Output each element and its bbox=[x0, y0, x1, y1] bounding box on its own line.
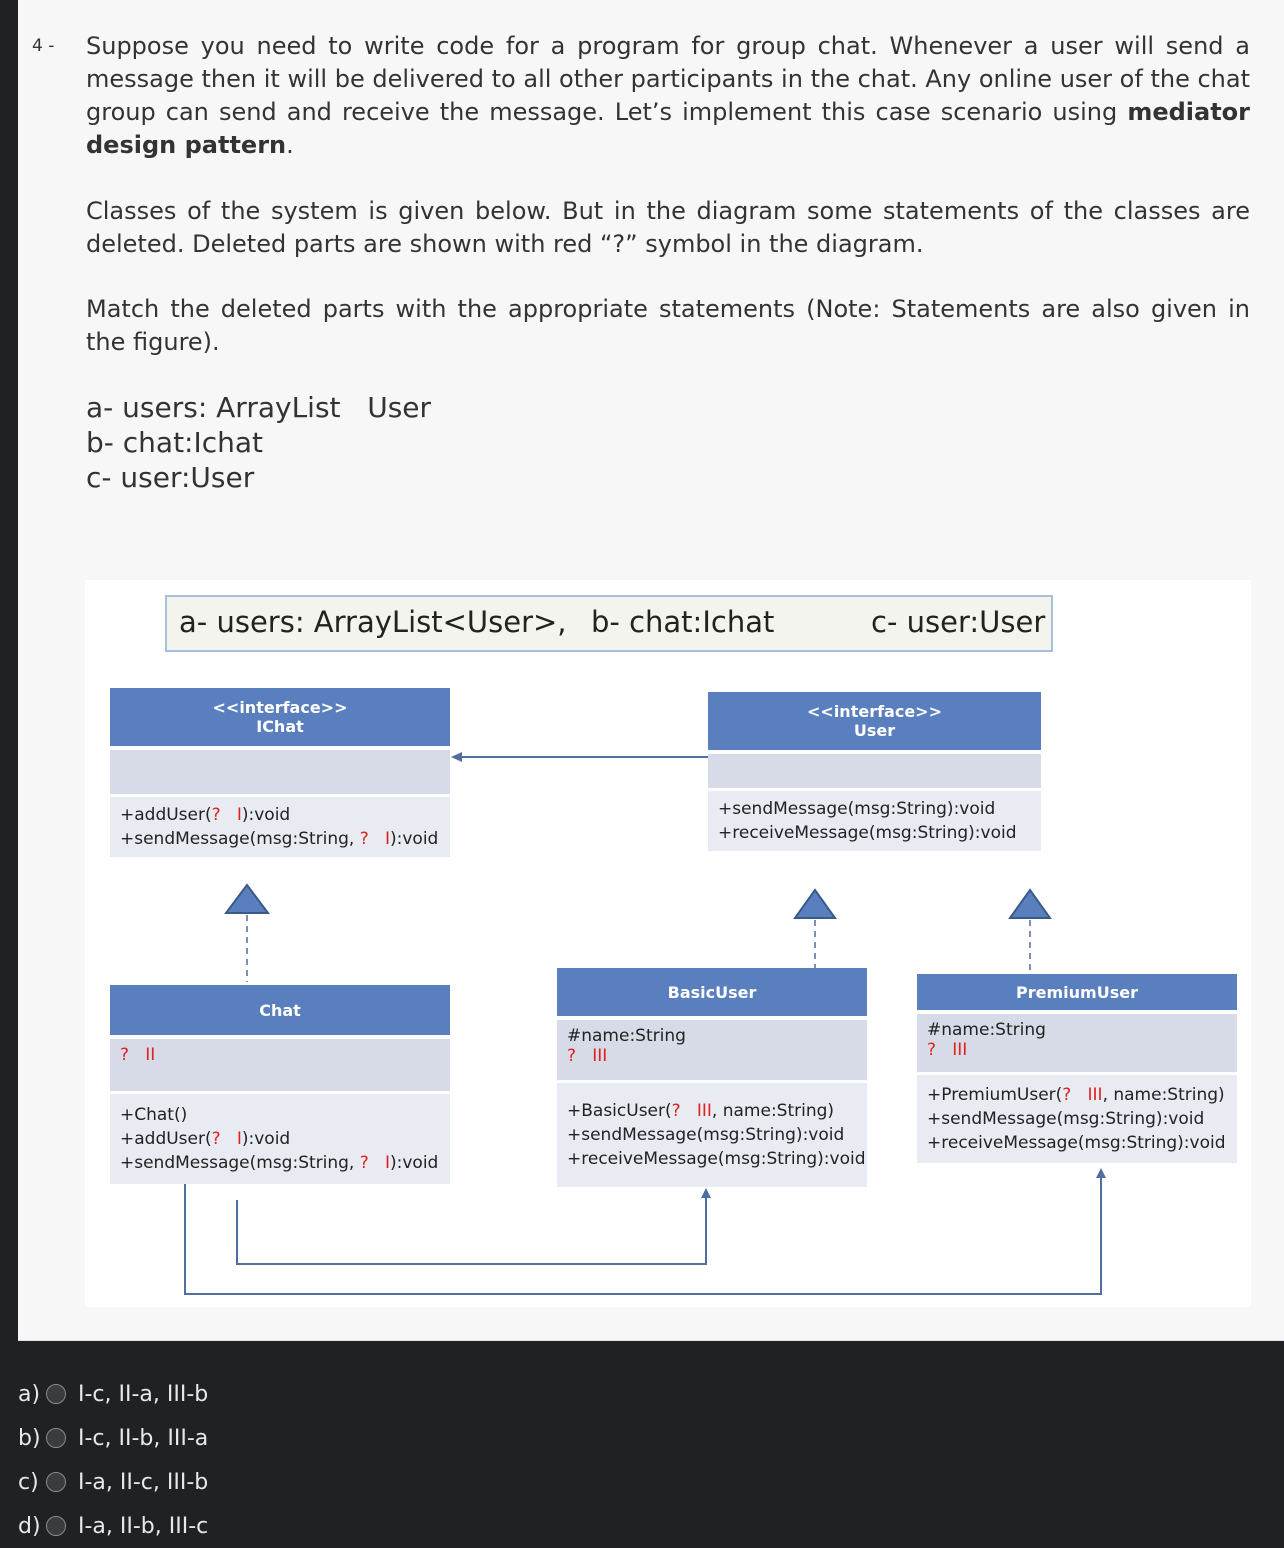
premiumuser-op-send: +sendMessage(msg:String):void bbox=[927, 1109, 1205, 1129]
premiumuser-realization-triangle bbox=[1010, 890, 1050, 918]
option-text[interactable]: I-c, II-a, III-b bbox=[78, 1381, 209, 1407]
option-d[interactable] bbox=[18, 1504, 208, 1548]
ichat-attributes bbox=[110, 750, 450, 794]
statement-list bbox=[86, 390, 431, 495]
basicuser-op-receive: +receiveMessage(msg:String):void bbox=[567, 1149, 866, 1169]
chat-op-constructor: +Chat() bbox=[120, 1105, 188, 1125]
basicuser-link-arrowhead bbox=[701, 1188, 711, 1198]
basicuser-attr-deleted: ? III bbox=[567, 1046, 608, 1066]
question-paragraph-2: Classes of the system is given below. But in the diagram some statements of the classes are deleted. Deleted parts are shown with red “?” symbol in the diagram. bbox=[86, 197, 1250, 258]
basicuser-attr-name: #name:String bbox=[567, 1026, 686, 1046]
premiumuser-operations bbox=[917, 1075, 1237, 1163]
premiumuser-header bbox=[917, 974, 1237, 1010]
option-letter: d) bbox=[18, 1513, 41, 1539]
option-d-radio[interactable] bbox=[46, 1516, 66, 1536]
option-text[interactable]: I-a, II-b, III-c bbox=[78, 1513, 209, 1539]
chat-header bbox=[110, 985, 450, 1035]
option-a-radio[interactable] bbox=[46, 1384, 66, 1404]
basicuser-realization-triangle bbox=[795, 890, 835, 918]
statement-b: b- chat:Ichat bbox=[86, 426, 264, 459]
premiumuser-link-arrowhead bbox=[1096, 1168, 1106, 1178]
legend-a: a- users: ArrayList<User>, bbox=[179, 605, 567, 639]
option-b[interactable] bbox=[18, 1416, 208, 1460]
basicuser-attributes bbox=[557, 1020, 867, 1080]
class-basicuser bbox=[557, 968, 867, 1187]
basicuser-op-constructor: +BasicUser(? III, name:String) bbox=[567, 1101, 835, 1121]
chat-to-basicuser-link bbox=[237, 1196, 706, 1264]
premiumuser-op-receive: +receiveMessage(msg:String):void bbox=[927, 1133, 1226, 1153]
user-attributes bbox=[708, 754, 1041, 788]
class-premiumuser bbox=[917, 974, 1237, 1163]
option-text[interactable]: I-a, II-c, III-b bbox=[78, 1469, 209, 1495]
option-letter: a) bbox=[18, 1381, 41, 1407]
basicuser-header bbox=[557, 968, 867, 1016]
premiumuser-name: PremiumUser bbox=[1016, 982, 1138, 1002]
chat-attr-deleted: ? II bbox=[120, 1045, 156, 1065]
legend-b: b- chat:Ichat bbox=[591, 605, 775, 639]
chat-op-adduser: +addUser(? I):void bbox=[120, 1129, 291, 1149]
class-ichat bbox=[110, 688, 450, 857]
class-user bbox=[708, 692, 1041, 851]
ichat-op-adduser: +addUser(? I):void bbox=[120, 805, 291, 825]
option-a[interactable] bbox=[18, 1372, 208, 1416]
user-op-2: +receiveMessage(msg:String):void bbox=[718, 823, 1017, 843]
question-paragraph-3: Match the deleted parts with the appropriate statements (Note: Statements are also given in the figure). bbox=[86, 295, 1250, 356]
chat-attributes bbox=[110, 1039, 450, 1091]
chat-to-premiumuser-link bbox=[185, 1176, 1101, 1294]
statement-a: a- users: ArrayList User bbox=[86, 391, 432, 424]
option-c[interactable] bbox=[18, 1460, 208, 1504]
premiumuser-attr-deleted: ? III bbox=[927, 1040, 968, 1060]
ichat-name: IChat bbox=[256, 717, 304, 736]
option-letter: b) bbox=[18, 1425, 41, 1451]
question-paragraph-1: Suppose you need to write code for a program for group chat. Whenever a user will send a message then it will be delivered to all other participants in the chat. Any online user of the chat group can send and receive the message. Let’s implement this case scenario using mediator design pattern. bbox=[86, 32, 1250, 159]
basicuser-operations bbox=[557, 1083, 867, 1187]
option-letter: c) bbox=[18, 1469, 39, 1495]
pattern-name: mediator design pattern bbox=[86, 98, 1250, 159]
user-header: <<interface>> User bbox=[708, 692, 1041, 750]
ichat-op-sendmessage: +sendMessage(msg:String, ? I):void bbox=[120, 829, 439, 849]
chat-name: Chat bbox=[259, 1000, 301, 1020]
basicuser-name: BasicUser bbox=[667, 982, 757, 1002]
user-op-1: +sendMessage(msg:String):void bbox=[718, 799, 996, 819]
premiumuser-attr-name: #name:String bbox=[927, 1020, 1046, 1040]
class-chat bbox=[110, 985, 450, 1184]
user-name: User bbox=[853, 721, 896, 740]
answer-options bbox=[18, 1372, 208, 1548]
chat-op-sendmessage: +sendMessage(msg:String, ? I):void bbox=[120, 1153, 439, 1173]
option-text[interactable]: I-c, II-b, III-a bbox=[78, 1425, 209, 1451]
premiumuser-attributes bbox=[917, 1014, 1237, 1072]
ichat-operations bbox=[110, 797, 450, 857]
option-c-radio[interactable] bbox=[46, 1472, 66, 1492]
basicuser-op-send: +sendMessage(msg:String):void bbox=[567, 1125, 845, 1145]
statement-c: c- user:User bbox=[86, 461, 255, 494]
chat-operations bbox=[110, 1094, 450, 1184]
ichat-header: <<interface>> IChat bbox=[110, 688, 450, 746]
option-b-radio[interactable] bbox=[46, 1428, 66, 1448]
question-number: 4 - bbox=[32, 36, 55, 56]
uml-class-diagram bbox=[85, 580, 1251, 1307]
association-arrowhead bbox=[451, 752, 462, 762]
question-panel bbox=[18, 0, 1284, 1341]
user-operations bbox=[708, 791, 1041, 851]
premiumuser-op-constructor: +PremiumUser(? III, name:String) bbox=[927, 1085, 1225, 1105]
legend-c: c- user:User bbox=[871, 605, 1046, 639]
ichat-realization-triangle bbox=[226, 885, 268, 913]
